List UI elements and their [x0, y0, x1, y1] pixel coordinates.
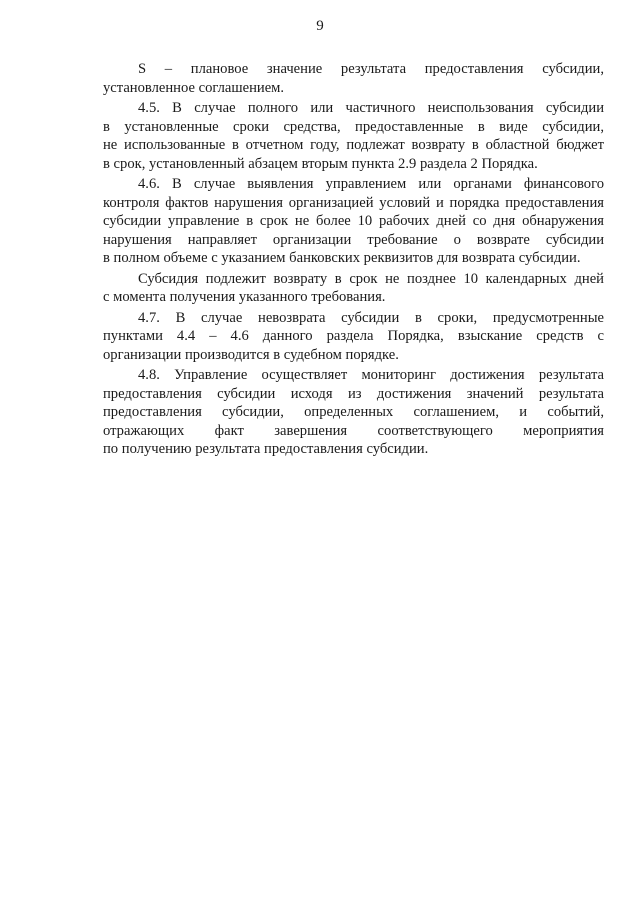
text-line: установленное соглашением.	[103, 79, 285, 96]
text-line: предоставления субсидии, определенных соглашением, и событий,	[103, 404, 604, 420]
text-line: в срок, установленный абзацем вторым пункта 2.9 раздела 2 Порядка.	[103, 155, 538, 172]
text-line: в полном объеме с указанием банковских реквизитов для возврата субсидии.	[103, 250, 581, 266]
paragraph-4-6-return	[103, 270, 604, 307]
text-line: отражающих факт завершения соответствующего мероприятия	[103, 422, 604, 439]
paragraph-4-5	[103, 99, 604, 173]
text-line: организации производится в судебном порядке.	[103, 346, 399, 363]
text-line: 4.8. Управление осуществляет мониторинг достижения результата	[138, 367, 604, 383]
text-line: субсидии управление в срок не более 10 рабочих дней со дня обнаружения	[103, 213, 604, 229]
text-line: 4.6. В случае выявления управлением или органами финансового	[138, 176, 604, 192]
text-line: нарушения направляет организации требование о возврате субсидии	[103, 231, 604, 248]
paragraph-4-6	[103, 175, 604, 268]
text-line: Субсидия подлежит возврату в срок не позднее 10 календарных дней	[138, 270, 604, 287]
text-line: пунктами 4.4 – 4.6 данного раздела Порядка, взыскание средств с	[103, 328, 604, 344]
page-number: 9	[316, 18, 324, 34]
text-line: 4.7. В случае невозврата субсидии в сроки, предусмотренные	[138, 309, 604, 326]
paragraph-4-8	[103, 366, 604, 459]
paragraph-s-definition	[103, 60, 604, 97]
text-line: контроля фактов нарушения организацией условий и порядка предоставления	[103, 194, 604, 211]
text-line: S – плановое значение результата предоставления субсидии,	[138, 61, 604, 77]
document-body	[103, 60, 604, 459]
text-line: по получению результата предоставления субсидии.	[103, 441, 429, 457]
text-line: 4.5. В случае полного или частичного неиспользования субсидии	[138, 100, 604, 116]
paragraph-4-7	[103, 309, 604, 365]
text-line: с момента получения указанного требования.	[103, 289, 386, 305]
text-line: не использованные в отчетном году, подлежат возврату в областной бюджет	[103, 137, 604, 153]
text-line: в установленные сроки средства, предоставленные в виде субсидии,	[103, 118, 604, 135]
text-line: предоставления субсидии исходя из достижения значений результата	[103, 385, 604, 402]
